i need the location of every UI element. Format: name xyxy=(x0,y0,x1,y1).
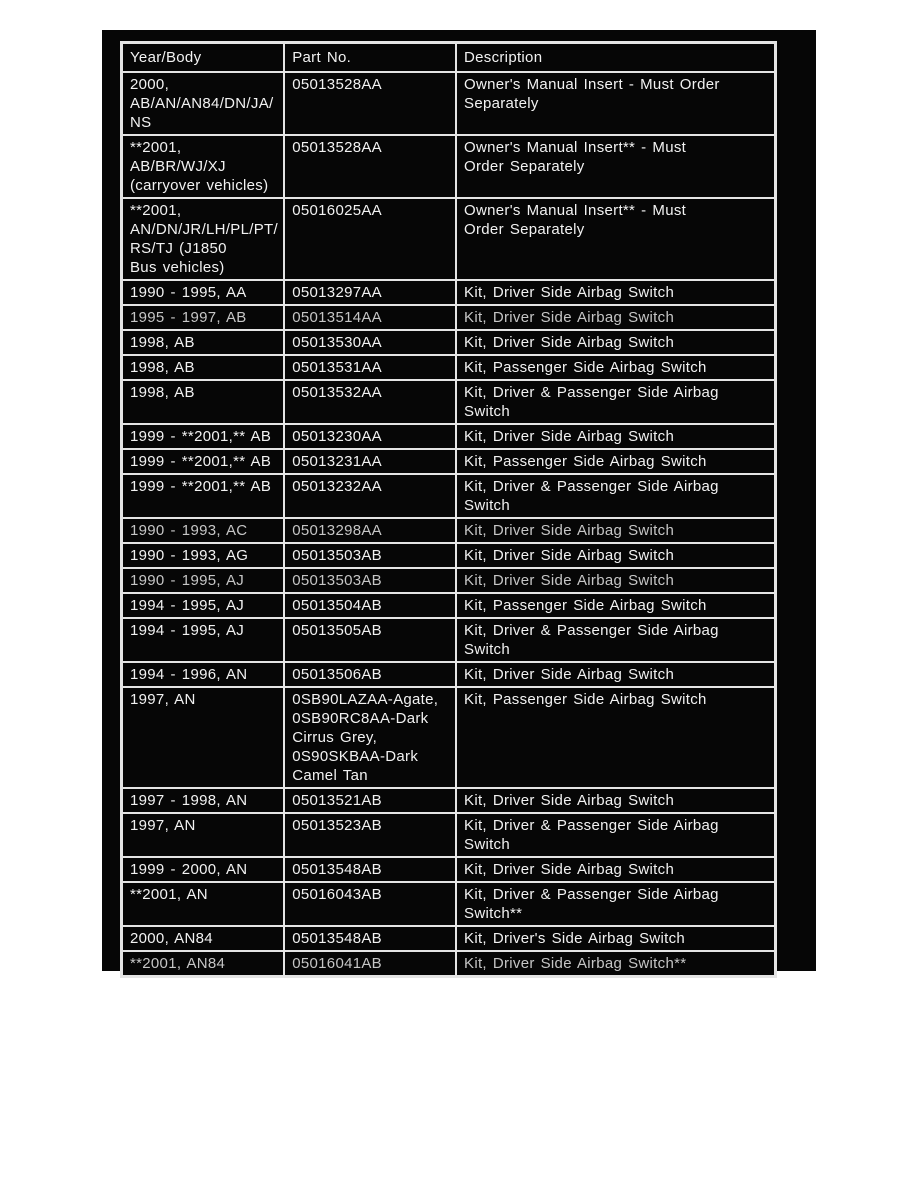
cell-part-no xyxy=(284,424,456,449)
cell-part-no xyxy=(284,882,456,926)
cell-description xyxy=(456,593,775,618)
cell-line: Switch** xyxy=(464,905,523,922)
cell-line: Separately xyxy=(464,95,539,112)
table-body xyxy=(122,72,776,977)
cell-year-body xyxy=(122,568,285,593)
table-row xyxy=(122,305,776,330)
table-header-row xyxy=(122,43,776,73)
scanned-page-region xyxy=(102,30,816,971)
table-row xyxy=(122,280,776,305)
cell-description xyxy=(456,813,775,857)
cell-line: 1990 - 1995, AJ xyxy=(130,572,245,589)
cell-line: Kit, Driver & Passenger Side Airbag xyxy=(464,886,719,903)
cell-line: Kit, Driver & Passenger Side Airbag Switch xyxy=(464,622,719,658)
cell-part-no xyxy=(284,568,456,593)
cell-description xyxy=(456,474,775,518)
cell-part-no xyxy=(284,355,456,380)
cell-description xyxy=(456,687,775,788)
cell-line: 1998, AB xyxy=(130,334,195,351)
table-row xyxy=(122,788,776,813)
cell-part-no xyxy=(284,926,456,951)
cell-year-body xyxy=(122,380,285,424)
cell-description xyxy=(456,788,775,813)
cell-line: Kit, Passenger Side Airbag Switch xyxy=(464,691,707,708)
table-row xyxy=(122,449,776,474)
table-row xyxy=(122,857,776,882)
cell-description xyxy=(456,280,775,305)
cell-part-no xyxy=(284,518,456,543)
cell-part-no xyxy=(284,788,456,813)
cell-year-body xyxy=(122,355,285,380)
cell-line: Kit, Driver Side Airbag Switch xyxy=(464,309,675,326)
cell-line: 1998, AB xyxy=(130,384,195,401)
cell-line: Kit, Driver's Side Airbag Switch xyxy=(464,930,686,947)
cell-year-body xyxy=(122,618,285,662)
cell-description xyxy=(456,355,775,380)
column-header-year-body: Year/Body xyxy=(122,43,285,73)
cell-line: 1990 - 1995, AA xyxy=(130,284,247,301)
table-row xyxy=(122,593,776,618)
cell-description xyxy=(456,857,775,882)
cell-line: **2001, xyxy=(130,139,182,156)
cell-part-no xyxy=(284,593,456,618)
cell-part-no xyxy=(284,813,456,857)
cell-line: Camel Tan xyxy=(292,767,368,784)
cell-line: Kit, Driver & Passenger Side Airbag Switch xyxy=(464,384,719,420)
cell-line: 05013528AA xyxy=(292,76,382,93)
cell-line: **2001, AN xyxy=(130,886,208,903)
cell-part-no xyxy=(284,951,456,977)
cell-description xyxy=(456,951,775,977)
cell-line: Owner's Manual Insert** - Must xyxy=(464,139,687,156)
cell-line: 0SB90LAZAA-Agate, xyxy=(292,691,439,708)
cell-line: Kit, Driver Side Airbag Switch** xyxy=(464,955,687,972)
cell-year-body xyxy=(122,662,285,687)
cell-year-body xyxy=(122,518,285,543)
cell-year-body xyxy=(122,687,285,788)
cell-line: 1997 - 1998, AN xyxy=(130,792,248,809)
parts-table xyxy=(120,41,777,978)
cell-line: Kit, Driver & Passenger Side Airbag Switch xyxy=(464,478,719,514)
cell-line: Kit, Driver Side Airbag Switch xyxy=(464,284,675,301)
cell-line: 05013231AA xyxy=(292,453,382,470)
table-row xyxy=(122,72,776,135)
cell-line: 05013503AB xyxy=(292,547,382,564)
cell-line: 2000, xyxy=(130,76,170,93)
cell-year-body xyxy=(122,330,285,355)
table-row xyxy=(122,198,776,280)
cell-part-no xyxy=(284,135,456,198)
cell-year-body xyxy=(122,593,285,618)
cell-line: 05013298AA xyxy=(292,522,382,539)
cell-description xyxy=(456,198,775,280)
cell-line: Kit, Passenger Side Airbag Switch xyxy=(464,597,707,614)
cell-line: Kit, Driver Side Airbag Switch xyxy=(464,572,675,589)
cell-line: 05013521AB xyxy=(292,792,382,809)
cell-line: 05013503AB xyxy=(292,572,382,589)
cell-line: 1995 - 1997, AB xyxy=(130,309,247,326)
cell-year-body xyxy=(122,305,285,330)
cell-description xyxy=(456,926,775,951)
cell-year-body xyxy=(122,135,285,198)
cell-line: 05013514AA xyxy=(292,309,382,326)
cell-description xyxy=(456,330,775,355)
cell-year-body xyxy=(122,882,285,926)
cell-part-no xyxy=(284,330,456,355)
cell-line: Kit, Driver Side Airbag Switch xyxy=(464,666,675,683)
cell-year-body xyxy=(122,951,285,977)
cell-line: Kit, Driver Side Airbag Switch xyxy=(464,792,675,809)
cell-line: 05016043AB xyxy=(292,886,382,903)
cell-line: 1997, AN xyxy=(130,817,196,834)
cell-line: Kit, Driver Side Airbag Switch xyxy=(464,522,675,539)
cell-line: Kit, Passenger Side Airbag Switch xyxy=(464,453,707,470)
cell-part-no xyxy=(284,662,456,687)
cell-line: 1999 - 2000, AN xyxy=(130,861,248,878)
cell-description xyxy=(456,518,775,543)
cell-line: 2000, AN84 xyxy=(130,930,213,947)
cell-year-body xyxy=(122,474,285,518)
cell-description xyxy=(456,568,775,593)
cell-part-no xyxy=(284,543,456,568)
cell-line: 05013230AA xyxy=(292,428,382,445)
cell-year-body xyxy=(122,424,285,449)
cell-line: (carryover vehicles) xyxy=(130,177,269,194)
table-row xyxy=(122,882,776,926)
cell-description xyxy=(456,305,775,330)
cell-line: 05016025AA xyxy=(292,202,382,219)
cell-line: Kit, Driver Side Airbag Switch xyxy=(464,334,675,351)
table-row xyxy=(122,568,776,593)
cell-year-body xyxy=(122,280,285,305)
table-row xyxy=(122,380,776,424)
cell-line: 05013548AB xyxy=(292,930,382,947)
cell-line: 1990 - 1993, AC xyxy=(130,522,248,539)
table-row xyxy=(122,813,776,857)
cell-part-no xyxy=(284,380,456,424)
table-row xyxy=(122,951,776,977)
cell-line: Order Separately xyxy=(464,158,585,175)
table-row xyxy=(122,330,776,355)
cell-line: **2001, xyxy=(130,202,182,219)
cell-line: Owner's Manual Insert** - Must xyxy=(464,202,687,219)
cell-line: Owner's Manual Insert - Must Order xyxy=(464,76,720,93)
cell-description xyxy=(456,135,775,198)
cell-year-body xyxy=(122,72,285,135)
table-row xyxy=(122,543,776,568)
column-header-part-no: Part No. xyxy=(284,43,456,73)
cell-line: 1999 - **2001,** AB xyxy=(130,428,272,445)
cell-part-no xyxy=(284,857,456,882)
cell-part-no xyxy=(284,305,456,330)
cell-part-no xyxy=(284,687,456,788)
cell-line: 1994 - 1996, AN xyxy=(130,666,248,683)
column-header-description: Description xyxy=(456,43,775,73)
table-row xyxy=(122,662,776,687)
cell-part-no xyxy=(284,198,456,280)
cell-year-body xyxy=(122,813,285,857)
table-row xyxy=(122,355,776,380)
cell-line: 05013548AB xyxy=(292,861,382,878)
cell-line: 0S90SKBAA-Dark xyxy=(292,748,419,765)
cell-line: 05013532AA xyxy=(292,384,382,401)
cell-line: 05013523AB xyxy=(292,817,382,834)
cell-line: 05013505AB xyxy=(292,622,382,639)
cell-description xyxy=(456,424,775,449)
cell-description xyxy=(456,882,775,926)
cell-line: 05013232AA xyxy=(292,478,382,495)
cell-year-body xyxy=(122,449,285,474)
cell-line: 1999 - **2001,** AB xyxy=(130,453,272,470)
cell-description xyxy=(456,543,775,568)
cell-line: Kit, Passenger Side Airbag Switch xyxy=(464,359,707,376)
cell-line: 0SB90RC8AA-Dark xyxy=(292,710,429,727)
cell-description xyxy=(456,662,775,687)
cell-description xyxy=(456,449,775,474)
table-row xyxy=(122,424,776,449)
cell-description xyxy=(456,380,775,424)
cell-line: 05013530AA xyxy=(292,334,382,351)
cell-part-no xyxy=(284,72,456,135)
table-row xyxy=(122,135,776,198)
cell-line: 1994 - 1995, AJ xyxy=(130,622,245,639)
cell-part-no xyxy=(284,474,456,518)
cell-line: Kit, Driver Side Airbag Switch xyxy=(464,547,675,564)
cell-line: 05013528AA xyxy=(292,139,382,156)
cell-line: **2001, AN84 xyxy=(130,955,226,972)
cell-line: 05013506AB xyxy=(292,666,382,683)
cell-line: Cirrus Grey, xyxy=(292,729,378,746)
cell-line: AN/DN/JR/LH/PL/PT/ xyxy=(130,221,278,238)
cell-year-body xyxy=(122,198,285,280)
cell-line: Kit, Driver & Passenger Side Airbag Switch xyxy=(464,817,719,853)
cell-line: Kit, Driver Side Airbag Switch xyxy=(464,428,675,445)
cell-line: 05016041AB xyxy=(292,955,382,972)
cell-year-body xyxy=(122,788,285,813)
table-row xyxy=(122,687,776,788)
cell-line: Kit, Driver Side Airbag Switch xyxy=(464,861,675,878)
cell-line: Order Separately xyxy=(464,221,585,238)
cell-line: 1990 - 1993, AG xyxy=(130,547,249,564)
cell-line: 05013504AB xyxy=(292,597,382,614)
table-row xyxy=(122,474,776,518)
cell-line: 05013531AA xyxy=(292,359,382,376)
cell-description xyxy=(456,618,775,662)
table-row xyxy=(122,926,776,951)
cell-line: 1997, AN xyxy=(130,691,196,708)
cell-part-no xyxy=(284,280,456,305)
cell-line: 1994 - 1995, AJ xyxy=(130,597,245,614)
cell-line: Bus vehicles) xyxy=(130,259,225,276)
cell-line: AB/BR/WJ/XJ xyxy=(130,158,226,175)
cell-line: 1998, AB xyxy=(130,359,195,376)
cell-year-body xyxy=(122,543,285,568)
cell-year-body xyxy=(122,926,285,951)
cell-part-no xyxy=(284,449,456,474)
cell-part-no xyxy=(284,618,456,662)
cell-line: NS xyxy=(130,114,152,131)
cell-line: 05013297AA xyxy=(292,284,382,301)
cell-line: AB/AN/AN84/DN/JA/ xyxy=(130,95,274,112)
table-row xyxy=(122,618,776,662)
cell-description xyxy=(456,72,775,135)
cell-year-body xyxy=(122,857,285,882)
cell-line: RS/TJ (J1850 xyxy=(130,240,227,257)
table-row xyxy=(122,518,776,543)
cell-line: 1999 - **2001,** AB xyxy=(130,478,272,495)
